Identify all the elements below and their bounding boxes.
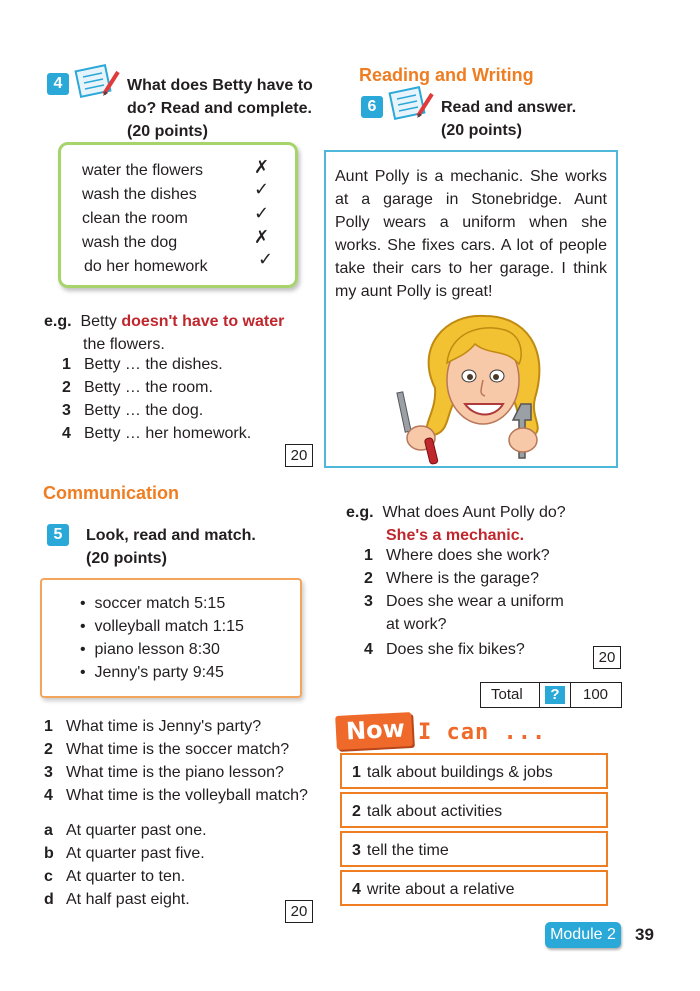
score-box: 20 [285,900,313,923]
now-i-can-item: 3 tell the time [340,831,608,867]
task-5-points: (20 points) [86,550,167,567]
chore-item: do her homework [84,258,208,275]
task-4-items [62,356,312,456]
schedule-list [80,592,290,688]
task-6-example-answer: She's a mechanic. [386,527,525,544]
list-item: d At half past eight. [44,891,190,908]
task-5-questions [44,718,324,813]
list-item: 3 What time is the piano lesson? [44,764,284,781]
chore-item: clean the room [82,210,188,227]
task-4-number: 4 [47,73,69,95]
list-item: at work? [386,616,447,633]
list-item: • volleyball match 1:15 [80,618,244,635]
task-5-number: 5 [47,524,69,546]
task-6-number: 6 [361,96,383,118]
list-item: 2 What time is the soccer match? [44,741,290,758]
list-item: 2 Where is the garage? [364,570,539,587]
task-5-answers [44,822,284,917]
now-i-can-item: 1 talk about buildings & jobs [340,753,608,789]
list-item: 4 Betty … her homework. [62,425,252,442]
task-4-points: (20 points) [127,123,208,140]
task-4-title: What does Betty have to [127,77,313,94]
list-item: 4 Does she fix bikes? [364,641,525,658]
task-6-points: (20 points) [441,122,522,139]
total-label: Total [491,686,523,703]
page-number: 39 [635,925,654,944]
now-i-can-title: Now [345,714,406,746]
communication-heading: Communication [43,483,180,503]
list-item: a At quarter past one. [44,822,207,839]
list-item: 3 Betty … the dog. [62,402,204,419]
task-5-title: Look, read and match. [86,527,256,544]
aunt-polly-illustration [395,308,565,472]
score-box: 20 [593,646,621,669]
list-item: 3 Does she wear a uniform [364,593,564,610]
chore-item: wash the dishes [82,186,197,203]
task-6-example: e.g. What does Aunt Polly do? [346,504,566,521]
list-item: • soccer match 5:15 [80,595,226,612]
writing-icon [388,82,436,122]
list-item: c At quarter to ten. [44,868,186,885]
reading-writing-heading: Reading and Writing [359,65,534,85]
list-item: 1 Where does she work? [364,547,550,564]
task-6-questions [364,547,604,667]
now-i-can-subtitle: I can ... [418,720,547,745]
now-i-can-item: 4 write about a relative [340,870,608,906]
task-4-title-2: do? Read and complete. [127,100,312,117]
chore-item: wash the dog [82,234,178,251]
writing-icon [74,60,122,100]
list-item: • piano lesson 8:30 [80,641,220,658]
check-mark: ✓ [254,179,270,199]
list-item: 1 Betty … the dishes. [62,356,223,373]
total-value: 100 [583,686,609,703]
check-mark: ✓ [258,249,274,269]
module-badge: Module 2 [545,922,621,948]
list-item: • Jenny's party 9:45 [80,664,224,681]
list-item: 1 What time is Jenny's party? [44,718,262,735]
score-box: 20 [285,444,313,467]
task-4-example-end: the flowers. [83,336,165,353]
passage-text: Aunt Polly is a mechanic. She works at a garage in Stonebridge. Aunt Polly wears a uniform when she works. She fixes cars. A lot of people take their cars to her garage. I think my aunt Polly is great! [335,168,607,300]
total-box [480,682,622,708]
check-mark: ✓ [254,203,270,223]
cross-mark: ✗ [254,227,270,247]
question-icon: ? [545,686,565,704]
cross-mark: ✗ [254,157,270,177]
list-item: 4 What time is the volleyball match? [44,787,308,804]
chore-item: water the flowers [82,162,203,179]
total-icon-cell [539,683,571,707]
now-i-can-item: 2 talk about activities [340,792,608,828]
task-4-example: e.g. Betty doesn't have to water [44,313,285,330]
list-item: 2 Betty … the room. [62,379,213,396]
task-6-title: Read and answer. [441,99,577,116]
list-item: b At quarter past five. [44,845,205,862]
